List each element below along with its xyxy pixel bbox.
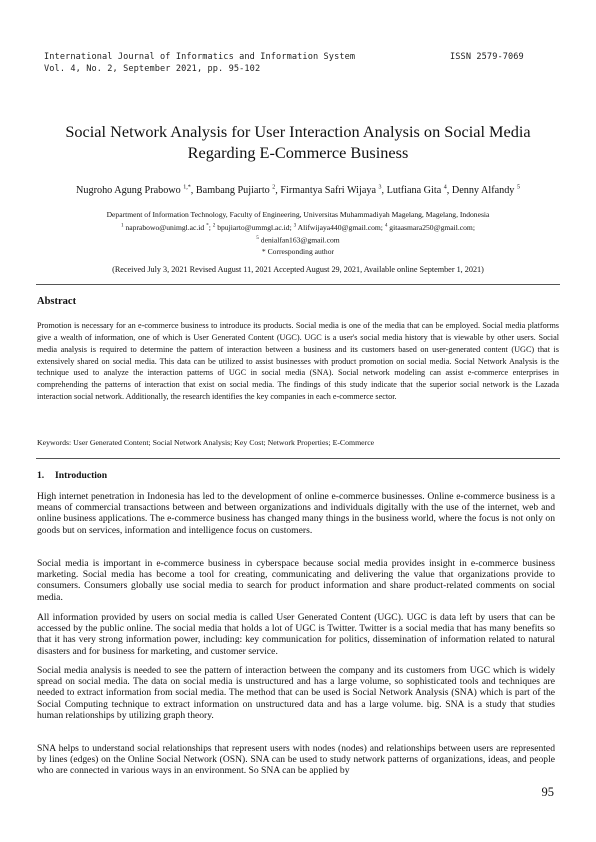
journal-name: International Journal of Informatics and Information System	[44, 52, 356, 62]
author-1: Nugroho Agung Prabowo $^{1,*}$,	[76, 185, 196, 197]
section-heading	[37, 470, 107, 481]
email-3[interactable]: $^3$ Alifwijaya440@gmail.com;	[293, 222, 385, 232]
email-4[interactable]: $^4$ gitaasmara250@gmail.com;	[384, 222, 475, 232]
section-title: Introduction	[55, 470, 108, 481]
author-list	[36, 182, 560, 197]
divider-top	[36, 284, 560, 285]
paragraph-5: SNA helps to understand social relationships that represent users with nodes (nodes) and relationships between users are represented by lines (edges) on the Online Social Network (OSN). SNA can be used to study network patterns of organizations, ideas, and people who are connected in various ways in an environment. So SNA can be applied by	[37, 743, 555, 777]
section-number: 1.	[37, 470, 45, 481]
author-5: Denny Alfandy $^5$	[451, 185, 520, 197]
paragraph-2: Social media is important in e-commerce business in cyberspace because social media provides insight in e-commerce business marketing. Social media has become a tool for creating, communicating and delivering the value that organizations provide to consumers. Consumers globally use social media to search for product information and share product-related comments on social media.	[37, 558, 555, 603]
email-2[interactable]: $^2$ bpujiarto@ummgl.ac.id;	[212, 222, 294, 232]
email-1[interactable]: $^1$ naprabowo@unimgl.ac.id *;	[121, 222, 213, 232]
author-3: Firmantya Safri Wijaya $^3$,	[280, 185, 387, 197]
paper-title	[36, 121, 560, 163]
affiliations	[36, 209, 560, 257]
email-line	[36, 220, 560, 233]
email-5[interactable]: $^5$ denialfan163@gmail.com	[256, 235, 340, 245]
paragraph-3: All information provided by users on social media is called User Generated Content (UGC). UGC is data left by users that can be accessed by the public online. The social media that holds a lot of UGC is Twitter. Twitter is a social media that has many benefits so that it has very strong information power, including: key communication for politics, dissemination of information related to natural disasters and for business for marketing, and customer service.	[37, 612, 555, 657]
title-line-2: Regarding E-Commerce Business	[187, 143, 409, 162]
journal-issn: ISSN 2579-7069	[450, 52, 524, 62]
author-2: Bambang Pujiarto $^2$,	[195, 185, 281, 197]
keywords: Keywords: User Generated Content; Social Network Analysis; Key Cost; Network Properties; E-Commerce	[37, 438, 375, 447]
abstract-text: Promotion is necessary for an e-commerce business to introduce its products. Social media is one of the media that can be employed. Social media platforms give a wealth of information, one of which is User Generated Content (UGC). UGC is a user's social media history that is viewable by other users. Social media analysis is required to determine the pattern of interaction between a business and its customers based on user-generated content (UGC) that is extensively shared on social media. This data can be utilized to assist businesses with product promotion on social media. Social Network Analysis is the technique used to analyze the interaction patterns of UGC in social media (SNA). Social network modeling can assist e-commerce enterprises in comprehending the patterns of interaction that exist on social media. The findings of this study indicate that the superior social network is the Lazada interaction social network. Additionally, the research identifies the key companies in each e-commerce sector.	[37, 321, 559, 402]
abstract-heading: Abstract	[37, 296, 77, 307]
divider-bottom	[36, 458, 560, 459]
author-4: Lutfiana Gita $^4$,	[386, 185, 452, 197]
title-line-1: Social Network Analysis for User Interaction Analysis on Social Media	[65, 122, 531, 141]
affiliation-department: Department of Information Technology, Faculty of Engineering, Universitas Muhammadiyah Magelang, Magelang, Indonesia	[106, 210, 490, 219]
corresponding-author-note: * Corresponding author	[261, 246, 335, 256]
received-dates: (Received July 3, 2021 Revised August 11, 2021 Accepted August 29, 2021, Available online September 1, 2021)	[112, 265, 484, 274]
page-number: 95	[541, 785, 554, 799]
paragraph-1: High internet penetration in Indonesia has led to the development of online e-commerce businesses. Online e-commerce business is a means of commercial transactions between and between organizations and individuals digitally with the use of the internet, web and online business applications. The e-commerce business has changed many things in the business world, where the focus is not only on goods but on services, information and intelligence focus on customers.	[37, 491, 555, 536]
journal-issue: Vol. 4, No. 2, September 2021, pp. 95-102	[44, 64, 261, 74]
paragraph-4: Social media analysis is needed to see the pattern of interaction between the company and its customers from UGC which is widely spread on social media. The data on social media is unstructured and has a large volume, so sophisticated tools and techniques are needed to extract information from social media. The method that can be used is Social Network Analysis (SNA) which is part of the Social Computing technique to extract information on unstructured data and has a large volume. big. SNA is a study that studies human relationships by utilizing graph theory.	[37, 665, 555, 721]
